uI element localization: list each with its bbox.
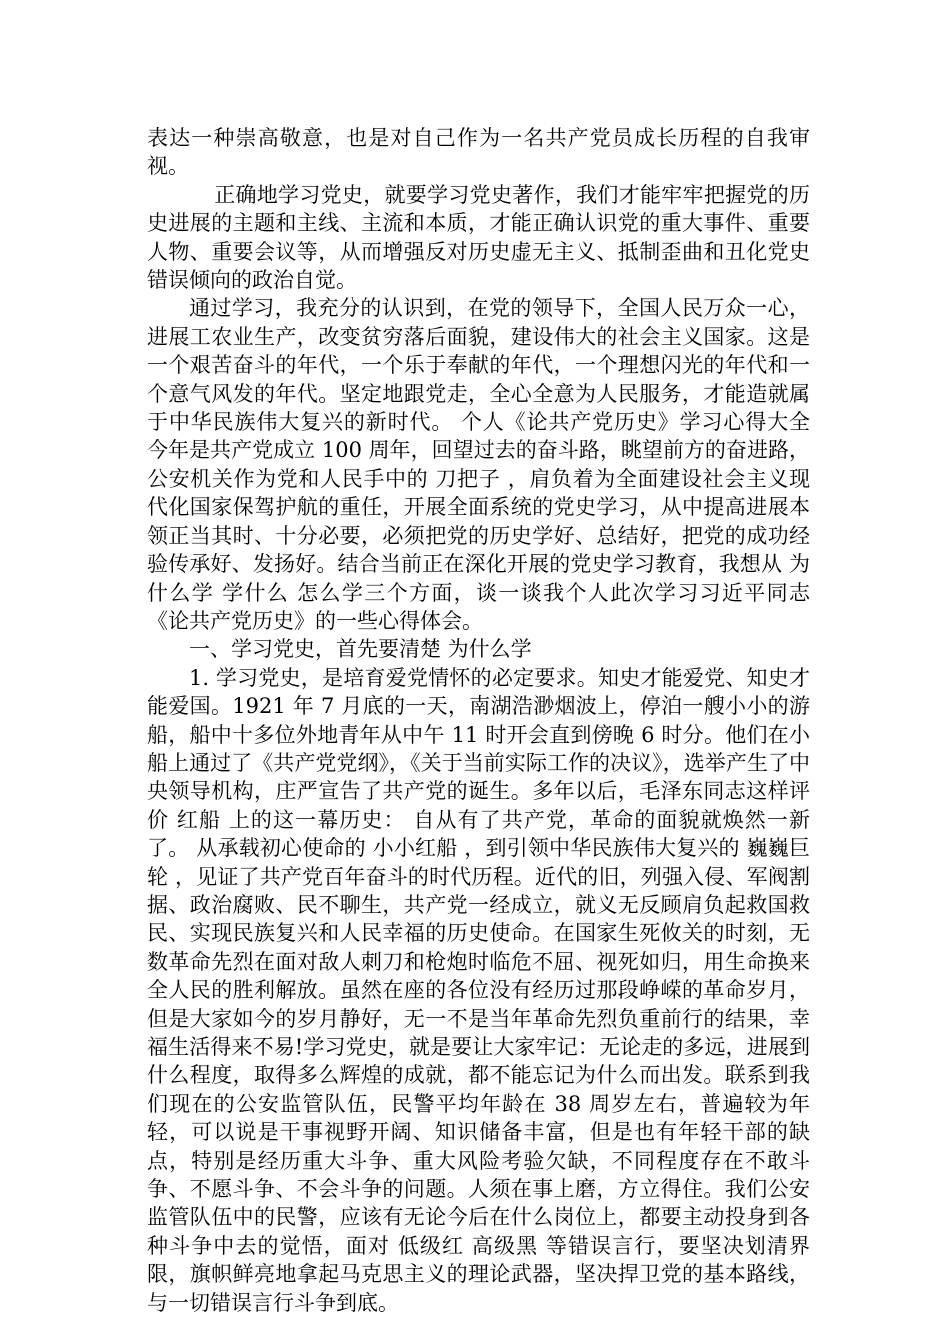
document-body: [147, 124, 810, 1317]
paragraph-point-one: 1. 学习党史，是培育爱党情怀的必定要求。知史才能爱党、知史才能爱国。1921 年 7 月底的一天，南湖浩渺烟波上，停泊一艘小小的游船，船中十多位外地青年从中午 11 时开会直到傍晚 6 时分。他们在小船上通过了《共产党党纲》，《关于当前实际工作的决议》，选举产生了中央领导机构，庄严宣告了共产党的诞生。多年以后，毛泽东同志这样评价 红船 上的这一幕历史： 自从有了共产党，革命的面貌就焕然一新了。 从承载初心使命的 小小红船 ，到引领中华民族伟大复兴的 巍巍巨轮 ，见证了共产党百年奋斗的时代历程。近代的旧，列强入侵、军阀割据、政治腐败、民不聊生，共产党一经成立，就义无反顾肩负起救国救民、实现民族复兴和人民幸福的历史使命。在国家生死攸关的时刻，无数革命先烈在面对敌人刺刀和枪炮时临危不屈、视死如归，用生命换来全人民的胜利解放。虽然在座的各位没有经历过那段峥嵘的革命岁月，但是大家如今的岁月静好，无一不是当年革命先烈负重前行的结果，幸福生活得来不易!学习党史，就是要让大家牢记：无论走的多远，进展到什么程度，取得多么辉煌的成就，都不能忘记为什么而出发。联系到我们现在的公安监管队伍，民警平均年龄在 38 周岁左右，普遍较为年轻，可以说是干事视野开阔、知识储备丰富，但是也有年轻干部的缺点，特别是经历重大斗争、重大风险考验欠缺，不同程度存在不敢斗争、不愿斗争、不会斗争的问题。人须在事上磨，方立得住。我们公安监管队伍中的民警，应该有无论今后在什么岗位上，都要主动投身到各种斗争中去的觉悟，面对 低级红 高级黑 等错误言行，要坚决划清界限，旗帜鲜亮地拿起马克思主义的理论武器，坚决捍卫党的基本路线，与一切错误言行斗争到底。: [147, 665, 810, 1315]
paragraph-party-history-works: 正确地学习党史，就要学习党史著作，我们才能牢牢把握党的历史进展的主题和主线、主流和本质，才能正确认识党的重大事件、重要人物、重要会议等，从而增强反对历史虚无主义、抵制歪曲和丑化党史错误倾向的政治自觉。: [147, 182, 810, 293]
section-heading-why-study: 一、学习党史，首先要清楚 为什么学: [189, 637, 532, 662]
paragraph-continuation: 表达一种崇高敬意，也是对自己作为一名共产党员成长历程的自我审视。: [147, 126, 810, 179]
paragraph-through-study: 通过学习，我充分的认识到，在党的领导下，全国人民万众一心，进展工农业生产，改变贫穷落后面貌，建设伟大的社会主义国家。这是一个艰苦奋斗的年代，一个乐于奉献的年代，一个理想闪光的年代和一个意气风发的年代。坚定地跟党走，全心全意为人民服务，才能造就属于中华民族伟大复兴的新时代。 个人《论共产党历史》学习心得大全 今年是共产党成立 100 周年，回望过去的奋斗路，眺望前方的奋进路，公安机关作为党和人民手中的 刀把子 ，肩负着为全面建设社会主义现代化国家保驾护航的重任，开展全面系统的党史学习，从中提高进展本领正当其时、十分必要，必须把党的历史学好、总结好，把党的成功经验传承好、发扬好。结合当前正在深化开展的党史学习教育，我想从 为什么学 学什么 怎么学三个方面，谈一谈我个人此次学习习近平同志《论共产党历史》的一些心得体会。: [147, 296, 810, 633]
